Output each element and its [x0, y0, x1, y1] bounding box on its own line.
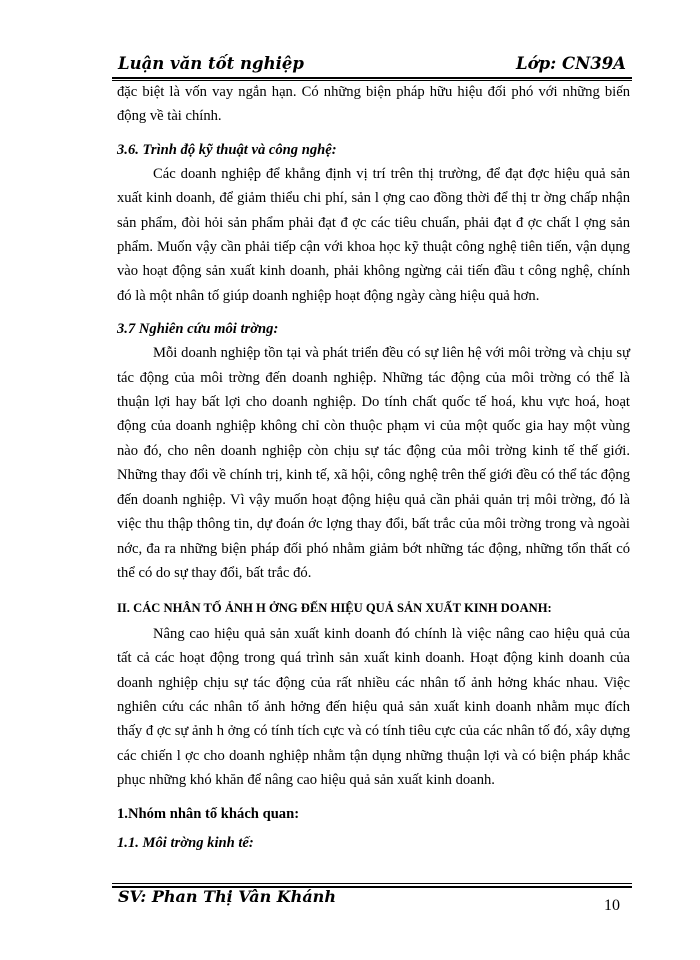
footer-rule-thin	[112, 883, 632, 884]
header-class: Lớp: CN39A	[516, 54, 626, 73]
section-heading-3-7: 3.7 Nghiên cứu môi trờng:	[117, 321, 279, 338]
paragraph-environment: Mỗi doanh nghiệp tồn tại và phát triển đều có sự liên hệ với môi trờng và chịu sự tác động của môi trờng đến doanh nghiệp. Những tác động của môi trờng có thể là thuận lợi hay bất lợi cho doanh nghiệp. Do tính chất quốc tế hoá, khu vực hoá, hoạt động của doanh nghiệp không chỉ còn thuộc phạm vi của một quốc gia hay một vùng nào đó, cho nên doanh nghiệp còn chịu sự tác động của môi trờng kinh tế thế giới. Những thay đổi về chính trị, kinh tế, xã hội, công nghệ trên thế giới đều có thể tác động đến doanh nghiệp. Vì vậy muốn hoạt động hiệu quả cần phải quản trị môi trờng, đó là việc thu thập thông tin, dự đoán ớc lợng thay đổi, bất trắc của môi trờng trong và ngoài nớc, đa ra những biện pháp đối phó nhằm giảm bớt những tác động, những tổn thất có thể có do sự thay đổi, bất trắc đó.	[117, 345, 630, 581]
document-body	[117, 80, 630, 855]
header-rule-thick	[112, 77, 632, 79]
paragraph-technology: Các doanh nghiệp để khẳng định vị trí trên thị trường, để đạt đợc hiệu quả sản xuất kinh doanh, để giảm thiểu chi phí, sản l ợng cao đồng thời để thị tr ờng chấp nhận sản phẩm, đòi hỏi sản phẩm phải đạt đ ợc các tiêu chuẩn, phải đạt đ ợc chất l ợng sản phẩm. Muốn vậy cần phải tiếp cận với khoa học kỹ thuật công nghệ tiên tiến, vận dụng vào hoạt động sản xuất kinh doanh, phải không ngừng cải tiến đầu t công nghệ, chính đó là một nhân tố giúp doanh nghiệp hoạt động ngày càng hiệu quả hơn.	[117, 165, 630, 304]
paragraph-factors: Nâng cao hiệu quả sản xuất kinh doanh đó chính là việc nâng cao hiệu quả của tất cả các hoạt động trong quá trình sản xuất kinh doanh. Hoạt động kinh doanh của doanh nghiệp chịu sự tác động của rất nhiều các nhân tố ảnh hởng khác nhau. Việc nghiên cứu các nhân tố ảnh hởng đến hiệu quả sản xuất kinh doanh nhằm mục đích thấy đ ợc sự ảnh h ởng có tính tích cực và có tính tiêu cực của các nhân tố đó, xây dựng các chiến l ợc cho doanh nghiệp nhằm tận dụng những thuận lợi và có biện pháp khắc phục những khó khăn để nâng cao hiệu quả sản xuất kinh doanh.	[117, 625, 630, 789]
page-number: 10	[604, 897, 620, 914]
chapter-heading-ii: II. CÁC NHÂN TỐ ẢNH H ỞNG ĐẾN HIỆU QUẢ SẢN XUẤT KINH DOANH:	[117, 601, 552, 616]
paragraph-continued: đặc biệt là vốn vay ngắn hạn. Có những biện pháp hữu hiệu đối phó với những biến động về tài chính.	[117, 84, 630, 125]
page-header	[112, 52, 632, 76]
section-heading-1-1: 1.1. Môi trờng kinh tế:	[117, 834, 254, 851]
header-title: Luận văn tốt nghiệp	[118, 54, 304, 73]
section-heading-3-6: 3.6. Trình độ kỹ thuật và công nghệ:	[117, 141, 337, 158]
footer-author: SV: Phan Thị Vân Khánh	[118, 887, 336, 906]
section-heading-1: 1.Nhóm nhân tố khách quan:	[117, 805, 300, 822]
